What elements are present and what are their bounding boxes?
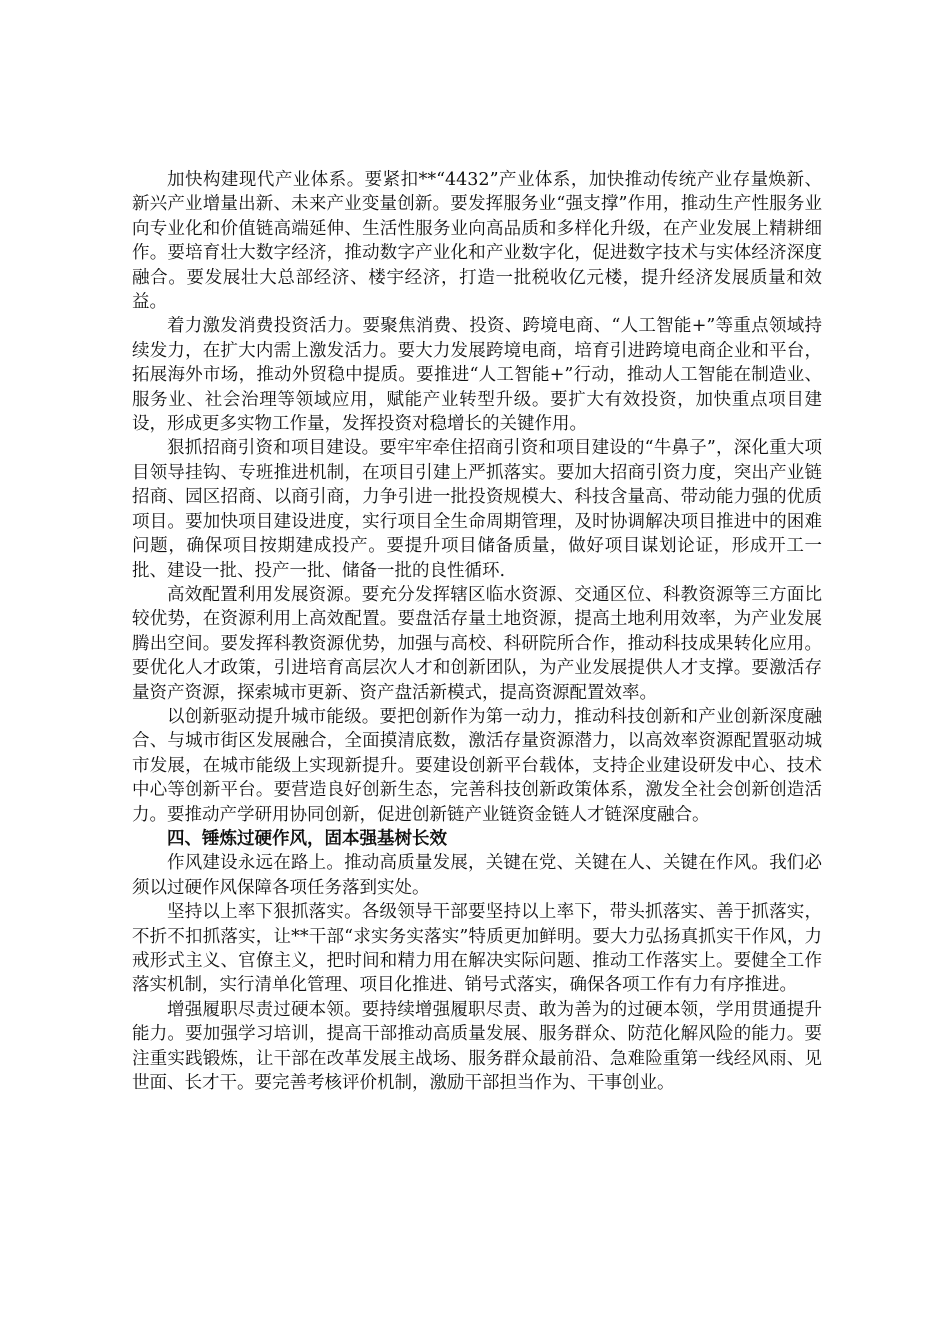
paragraph-work-style-intro: 作风建设永远在路上。推动高质量发展，关键在党、关键在人、关键在作风。我们必须以过硬作风保障各项任务落到实处。 xyxy=(132,853,822,898)
paragraph-lead-by-example: 坚持以上率下狠抓落实。各级领导干部要坚持以上率下，带头抓落实、善于抓落实，不折不扣抓落实，让**干部“求实务实落实”特质更加鲜明。要大力弘扬真抓实干作风，力戒形式主义、官僚主义，把时间和精力用在解决实际问题、推动工作落实上。要健全工作落实机制，实行清单化管理、项目化推进、销号式落实，确保各项工作有力有序推进。 xyxy=(132,902,822,996)
paragraph-innovation-driven: 以创新驱动提升城市能级。要把创新作为第一动力，推动科技创新和产业创新深度融合、与城市街区发展融合，全面摸清底数，激活存量资源潜力，以高效率资源配置驱动城市发展，在城市能级上实现新提升。要建设创新平台载体，支持企业建设研发中心、技术中心等创新平台。要营造良好创新生态，完善科技创新政策体系，激发全社会创新创造活力。要推动产学研用协同创新，促进创新链产业链资金链人才链深度融合。 xyxy=(132,706,822,825)
paragraph-industry-system: 加快构建现代产业体系。要紧扣**“4432”产业体系，加快推动传统产业存量焕新、新兴产业增量出新、未来产业变量创新。要发挥服务业“强支撑”作用，推动生产性服务业向专业化和价值链高端延伸、生活性服务业向高品质和多样化升级，在产业发展上精耕细作。要培育壮大数字经济，推动数字产业化和产业数字化，促进数字技术与实体经济深度融合。要发展壮大总部经济、楼宇经济，打造一批税收亿元楼，提升经济发展质量和效益。 xyxy=(132,170,822,313)
paragraph-consumption-investment: 着力激发消费投资活力。要聚焦消费、投资、跨境电商、“人工智能+”等重点领域持续发力，在扩大内需上激发活力。要大力发展跨境电商，培育引进跨境电商企业和平台，拓展海外市场，推动外贸稳中提质。要推进“人工智能+”行动，推动人工智能在制造业、服务业、社会治理等领域应用，赋能产业转型升级。要扩大有效投资，加快重点项目建设，形成更多实物工作量，发挥投资对稳增长的关键作用。 xyxy=(132,316,822,435)
document-body xyxy=(132,168,822,1095)
paragraph-capability: 增强履职尽责过硬本领。要持续增强履职尽责、敢为善为的过硬本领，学用贯通提升能力。要加强学习培训，提高干部推动高质量发展、服务群众、防范化解风险的能力。要注重实践锻炼，让干部在改革发展主战场、服务群众最前沿、急难险重第一线经风雨、见世面、长才干。要完善考核评价机制，激励干部担当作为、干事创业。 xyxy=(132,999,822,1094)
paragraph-resource-allocation: 高效配置利用发展资源。要充分发挥辖区临水资源、交通区位、科教资源等三方面比较优势，在资源利用上高效配置。要盘活存量土地资源，提高土地利用效率，为产业发展腾出空间。要发挥科教资源优势，加强与高校、科研院所合作，推动科技成果转化应用。要优化人才政策，引进培育高层次人才和创新团队，为产业发展提供人才支撑。要激活存量资产资源，探索城市更新、资产盘活新模式，提高资源配置效率。 xyxy=(132,584,822,703)
paragraph-investment-projects: 狠抓招商引资和项目建设。要牢牢牵住招商引资和项目建设的“牛鼻子”，深化重大项目领导挂钩、专班推进机制，在项目引建上严抓落实。要加大招商引资力度，突出产业链招商、园区招商、以商引商，力争引进一批投资规模大、科技含量高、带动能力强的优质项目。要加快项目建设进度，实行项目全生命周期管理，及时协调解决项目推进中的困难问题，确保项目按期建成投产。要提升项目储备质量，做好项目谋划论证，形成开工一批、建设一批、投产一批、储备一批的良性循环. xyxy=(132,438,822,581)
section-heading: 四、锤炼过硬作风，固本强基树长效 xyxy=(167,828,447,849)
